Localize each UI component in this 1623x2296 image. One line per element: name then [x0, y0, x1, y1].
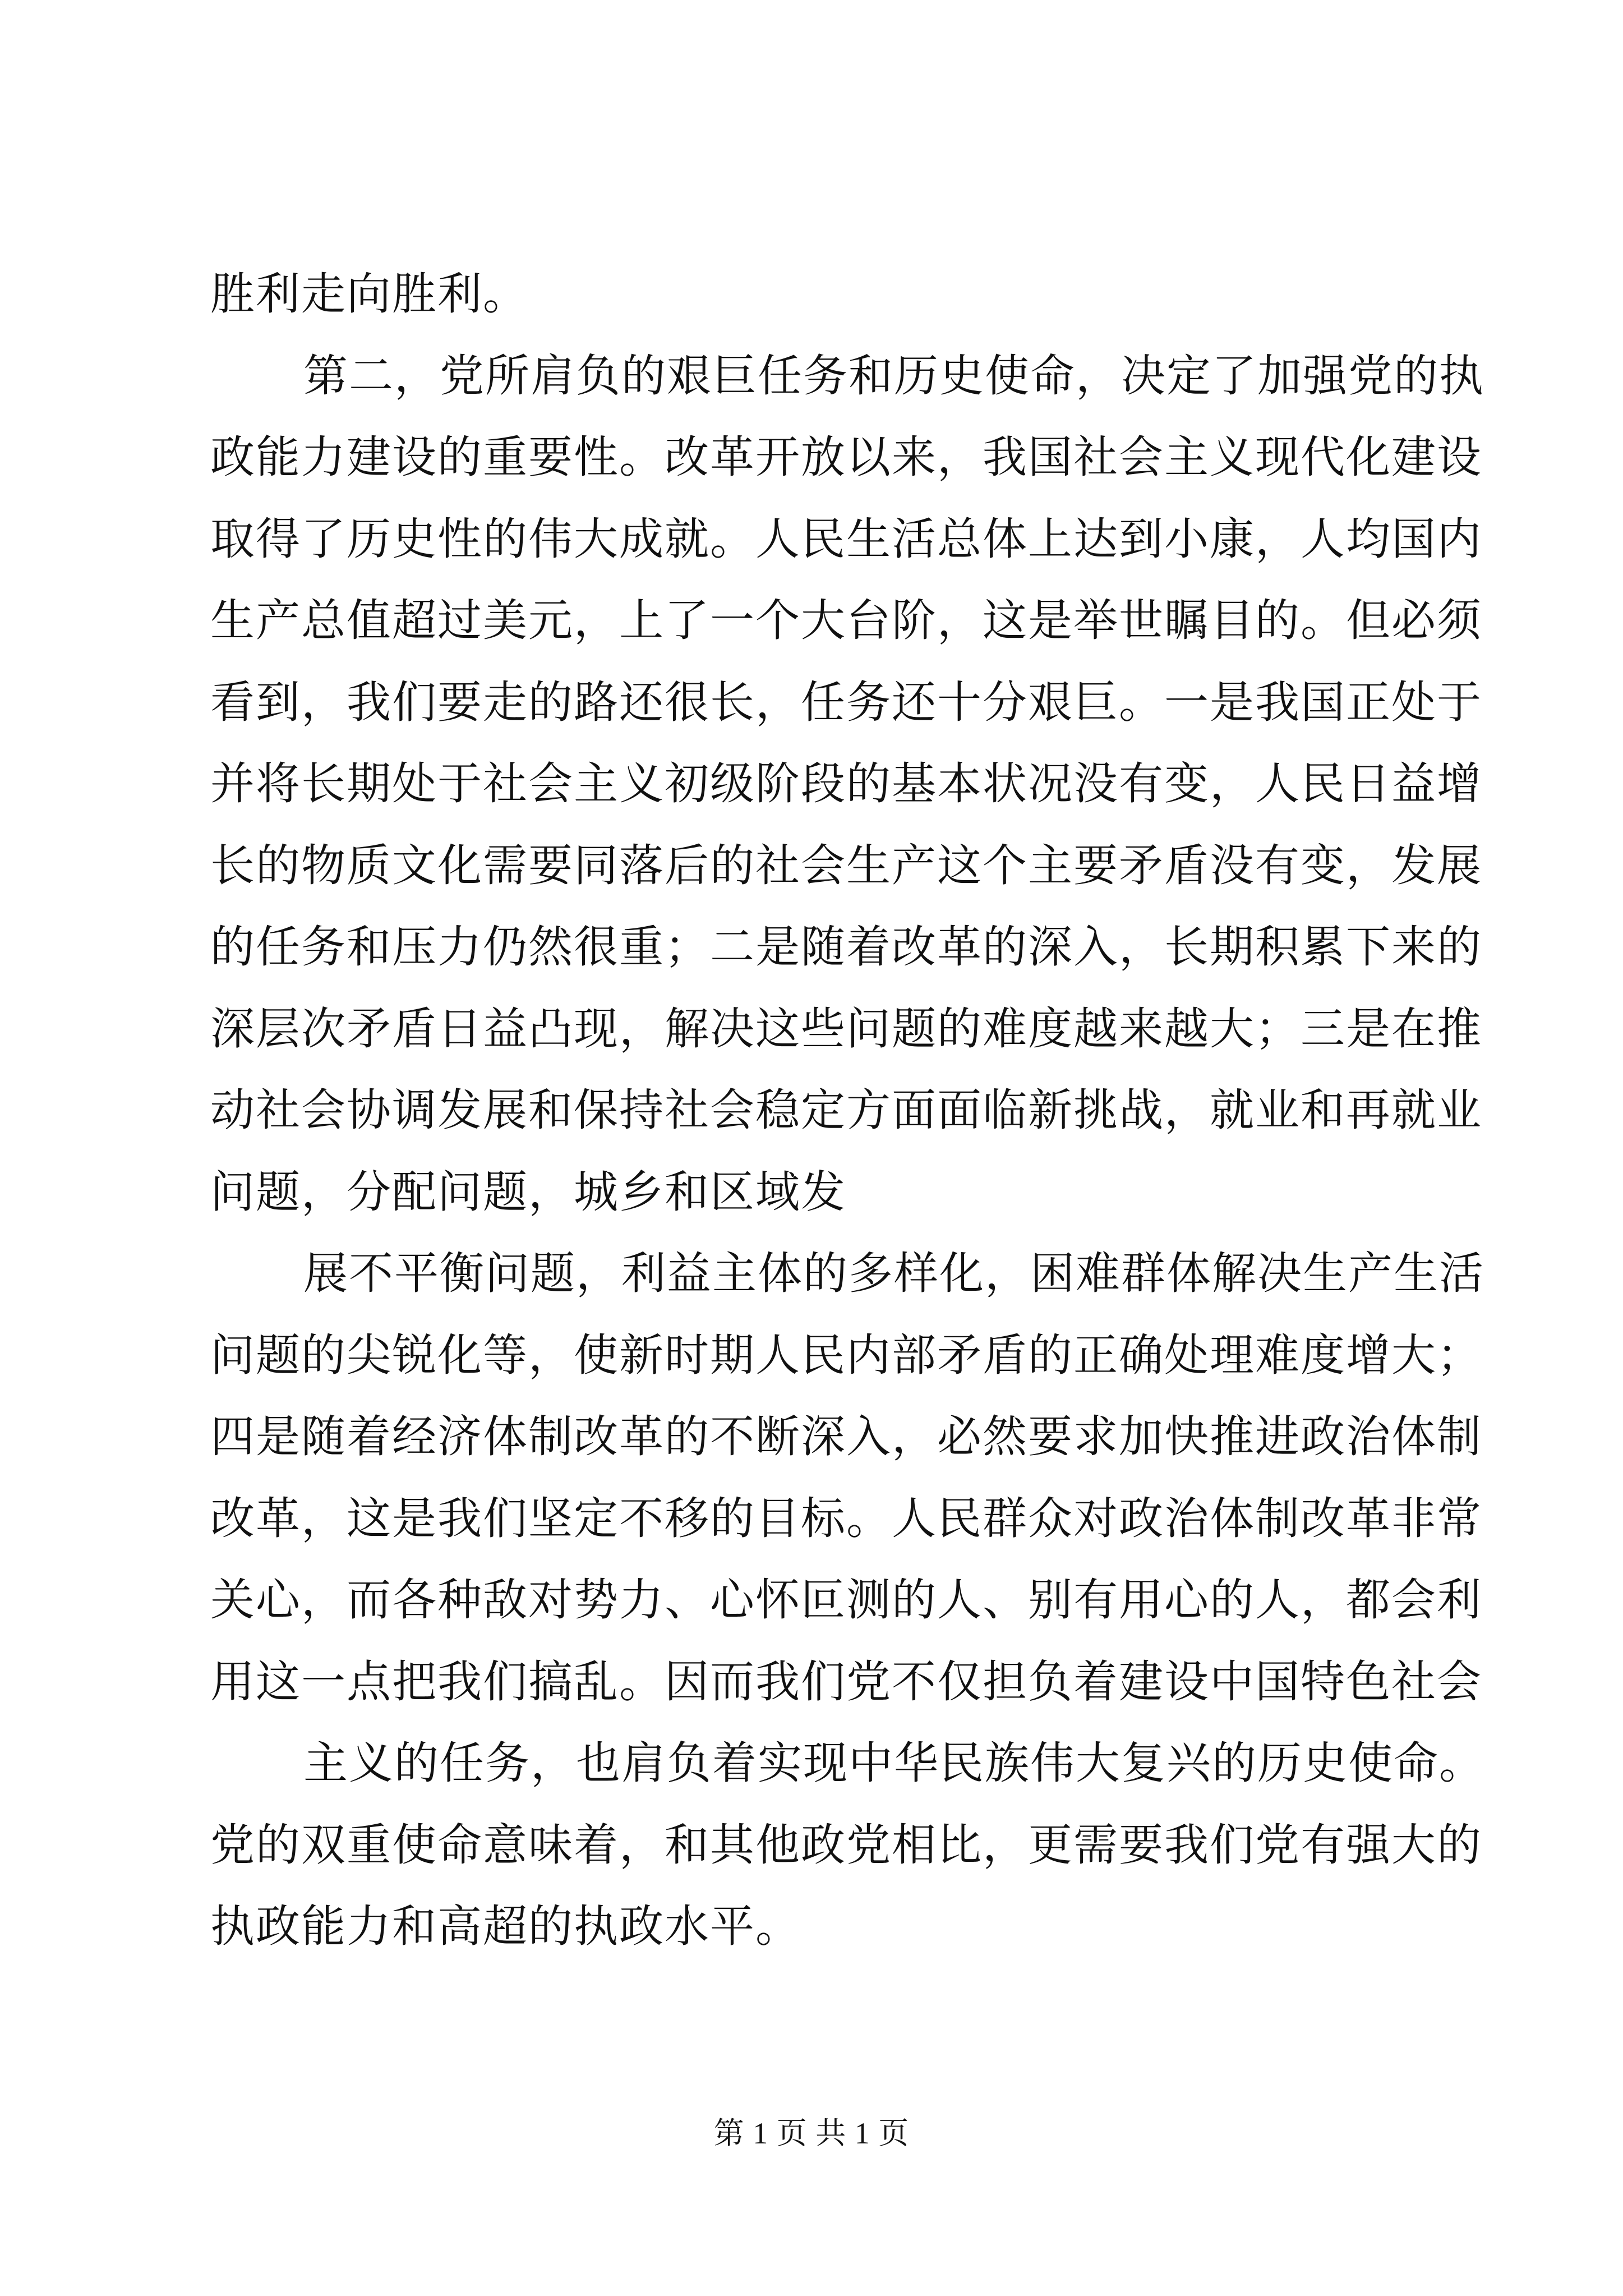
- text-line: 生产总值超过美元，上了一个大台阶，这是举世瞩目的。但必须: [210, 595, 1482, 646]
- page-number-footer: 第 1 页 共 1 页: [713, 2116, 910, 2150]
- text-line: 看到，我们要走的路还很长，任务还十分艰巨。一是我国正处于: [210, 676, 1482, 728]
- text-line: 深层次矛盾日益凸现，解决这些问题的难度越来越大；三是在推: [210, 1002, 1482, 1055]
- text-line: 展不平衡问题，利益主体的多样化，困难群体解决生产生活: [303, 1248, 1484, 1299]
- text-line: 长的物质文化需要同落后的社会生产这个主要矛盾没有变，发展: [210, 839, 1482, 891]
- text-line: 关心，而各种敌对势力、心怀叵测的人、别有用心的人，都会利: [210, 1574, 1482, 1626]
- text-line: 取得了历史性的伟大成就。人民生活总体上达到小康，人均国内: [210, 513, 1482, 565]
- text-line: 改革，这是我们坚定不移的目标。人民群众对政治体制改革非常: [210, 1492, 1482, 1544]
- text-line: 并将长期处于社会主义初级阶段的基本状况没有变，人民日益增: [210, 758, 1482, 809]
- text-line: 主义的任务，也肩负着实现中华民族伟大复兴的历史使命。: [303, 1737, 1484, 1789]
- text-line: 第二，党所肩负的艰巨任务和历史使命，决定了加强党的执: [303, 349, 1484, 402]
- text-line: 四是随着经济体制改革的不断深入，必然要求加快推进政治体制: [210, 1411, 1482, 1462]
- text-line: 动社会协调发展和保持社会稳定方面面临新挑战，就业和再就业: [210, 1084, 1482, 1136]
- text-line: 胜利走向胜利。: [210, 268, 528, 320]
- text-line: 的任务和压力仍然很重；二是随着改革的深入，长期积累下来的: [210, 921, 1482, 973]
- text-line: 问题的尖锐化等，使新时期人民内部矛盾的正确处理难度增大；: [210, 1329, 1482, 1381]
- text-line: 政能力建设的重要性。改革开放以来，我国社会主义现代化建设: [210, 431, 1482, 483]
- text-line: 执政能力和高超的执政水平。: [210, 1901, 801, 1952]
- text-line: 问题，分配问题，城乡和区域发: [210, 1166, 846, 1218]
- text-line: 用这一点把我们搞乱。因而我们党不仅担负着建设中国特色社会: [210, 1655, 1482, 1708]
- text-line: 党的双重使命意味着，和其他政党相比，更需要我们党有强大的: [210, 1819, 1482, 1871]
- document-body: [210, 254, 1484, 1968]
